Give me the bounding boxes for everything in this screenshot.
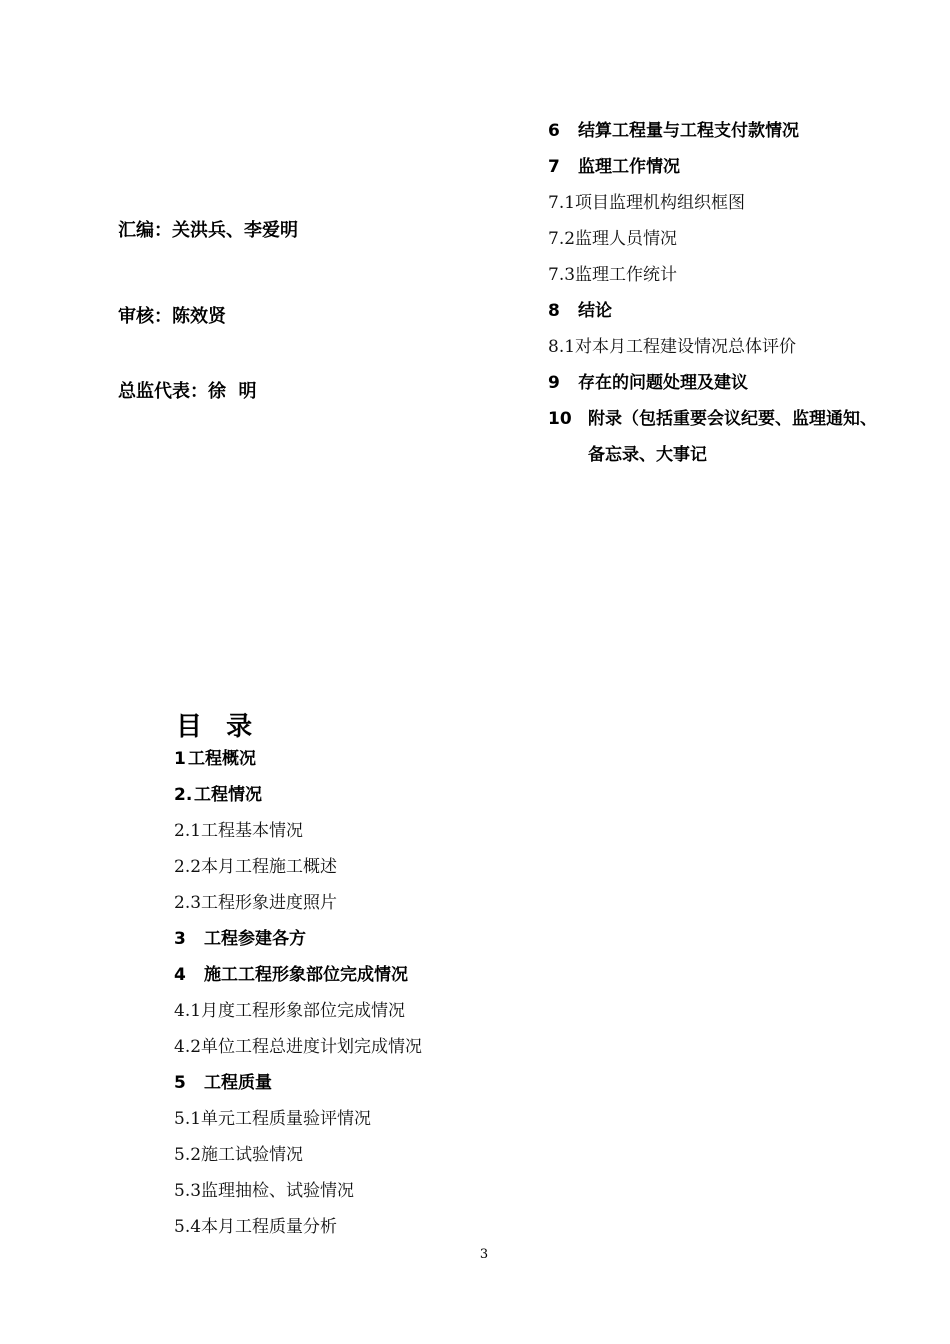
toc-entry-text: 单元工程质量验评情况 bbox=[201, 1109, 372, 1129]
toc-entry-number: 3 bbox=[174, 929, 186, 949]
toc-entry-text: 附录（包括重要会议纪要、监理通知、备忘录、大事记 bbox=[588, 409, 877, 465]
toc-entry-text: 存在的问题处理及建议 bbox=[578, 373, 748, 393]
toc-entry-number: 7 bbox=[548, 157, 560, 177]
toc-entry-number: 7.1 bbox=[548, 193, 576, 213]
toc-entry-text: 监理工作情况 bbox=[578, 157, 680, 177]
toc-entry-text: 结论 bbox=[578, 301, 612, 321]
table-of-contents bbox=[174, 710, 594, 1250]
toc-entry-number: 7.3 bbox=[548, 265, 576, 285]
toc-entry bbox=[174, 746, 594, 782]
toc-entry-number: 6 bbox=[548, 121, 560, 141]
toc-entry-text: 监理人员情况 bbox=[575, 229, 678, 249]
toc-entry bbox=[174, 1034, 594, 1070]
toc-continued bbox=[548, 118, 888, 473]
toc-entry bbox=[174, 962, 594, 998]
toc-entry-number: 7.2 bbox=[548, 229, 576, 249]
toc-entry bbox=[174, 998, 594, 1034]
toc-entry bbox=[174, 818, 594, 854]
toc-entry-number: 2.3 bbox=[174, 893, 202, 913]
toc-entry-text: 对本月工程建设情况总体评价 bbox=[575, 337, 797, 357]
toc-entry-number: 5.1 bbox=[174, 1109, 202, 1129]
toc-entry-number: 2.1 bbox=[174, 821, 202, 841]
toc-entry bbox=[548, 118, 888, 154]
toc-entry bbox=[548, 262, 888, 298]
toc-entry-number: 2. bbox=[174, 785, 193, 805]
toc-entry-number: 5.4 bbox=[174, 1217, 202, 1237]
toc-entry-number: 5.3 bbox=[174, 1181, 202, 1201]
toc-title: 目 录 bbox=[176, 712, 255, 742]
toc-entry bbox=[548, 401, 888, 473]
toc-entry-text: 施工工程形象部位完成情况 bbox=[204, 965, 408, 985]
toc-entry bbox=[548, 298, 888, 334]
toc-entry-number: 9 bbox=[548, 373, 560, 393]
chief-rep-credit: 总监代表：徐 明 bbox=[118, 381, 257, 402]
toc-entry-text: 本月工程质量分析 bbox=[201, 1217, 338, 1237]
toc-entry bbox=[548, 334, 888, 370]
toc-entry-number: 4.1 bbox=[174, 1001, 202, 1021]
toc-entry-text: 本月工程施工概述 bbox=[201, 857, 338, 877]
toc-entry bbox=[548, 226, 888, 262]
toc-entry-number: 8.1 bbox=[548, 337, 576, 357]
toc-entry-text: 工程质量 bbox=[204, 1073, 272, 1093]
toc-entry bbox=[174, 782, 594, 818]
toc-entry bbox=[174, 1142, 594, 1178]
reviewer-credit: 审核：陈效贤 bbox=[118, 306, 226, 327]
toc-entry-text: 项目监理机构组织框图 bbox=[575, 193, 746, 213]
toc-entry bbox=[174, 890, 594, 926]
toc-entry-number: 5.2 bbox=[174, 1145, 202, 1165]
toc-entry-number: 4 bbox=[174, 965, 186, 985]
toc-entry-text: 工程情况 bbox=[194, 785, 262, 805]
toc-entry-text: 月度工程形象部位完成情况 bbox=[201, 1001, 406, 1021]
toc-entry bbox=[174, 926, 594, 962]
compiler-credit: 汇编：关洪兵、李爱明 bbox=[118, 220, 298, 241]
toc-entry-text: 工程基本情况 bbox=[201, 821, 304, 841]
toc-entry-text: 监理工作统计 bbox=[575, 265, 678, 285]
toc-entry-text: 工程概况 bbox=[188, 749, 256, 769]
toc-entry bbox=[174, 1070, 594, 1106]
toc-entry bbox=[174, 1178, 594, 1214]
toc-entry-number: 10 bbox=[548, 409, 572, 429]
toc-entry-number: 2.2 bbox=[174, 857, 202, 877]
toc-entry bbox=[174, 1214, 594, 1250]
page-number: 3 bbox=[479, 1247, 489, 1262]
toc-entry-text: 结算工程量与工程支付款情况 bbox=[578, 121, 799, 141]
toc-entry-text: 单位工程总进度计划完成情况 bbox=[201, 1037, 423, 1057]
toc-entry-number: 5 bbox=[174, 1073, 186, 1093]
toc-entry-text: 监理抽检、试验情况 bbox=[201, 1181, 355, 1201]
toc-entry-number: 1 bbox=[174, 749, 186, 769]
toc-entry-text: 施工试验情况 bbox=[201, 1145, 304, 1165]
toc-entry bbox=[548, 154, 888, 190]
toc-entry bbox=[174, 1106, 594, 1142]
toc-entry bbox=[174, 854, 594, 890]
toc-entry-text: 工程参建各方 bbox=[204, 929, 306, 949]
toc-entry bbox=[548, 190, 888, 226]
toc-entry-text: 工程形象进度照片 bbox=[201, 893, 338, 913]
toc-entry-number: 8 bbox=[548, 301, 560, 321]
toc-entry-number: 4.2 bbox=[174, 1037, 202, 1057]
